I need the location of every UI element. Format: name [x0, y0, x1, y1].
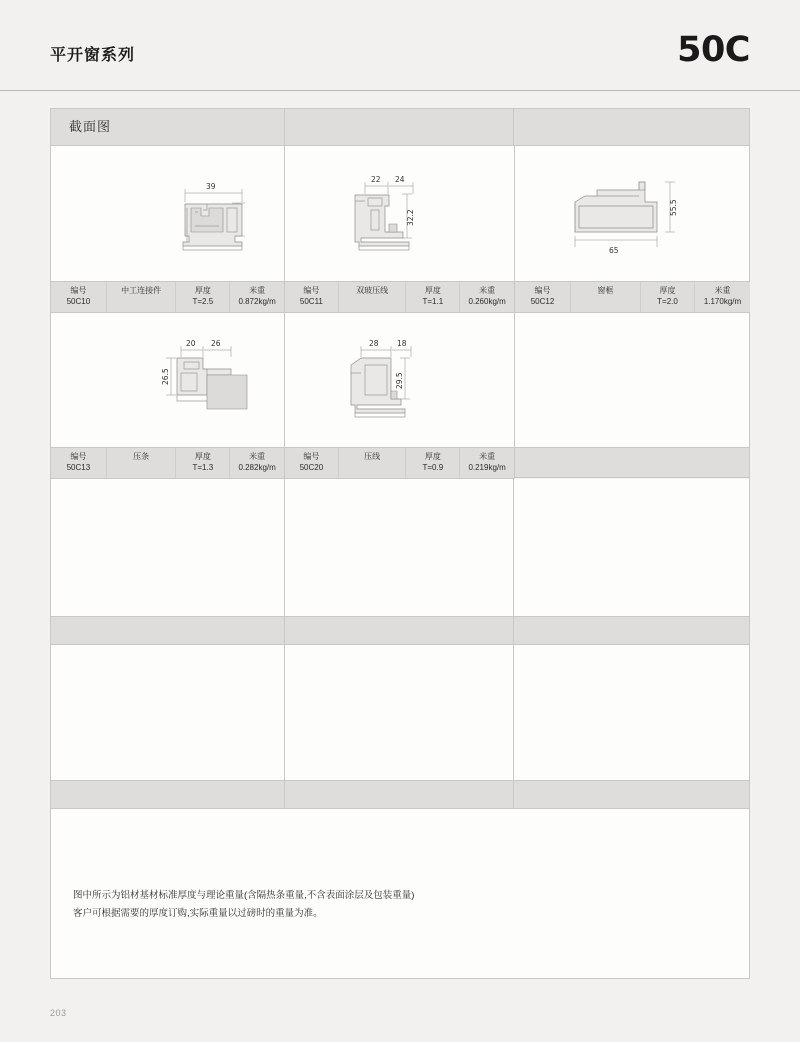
figure-cell-empty-4 [514, 479, 749, 617]
spec-thickness-50C12: 厚度 T=2.0 [641, 282, 695, 312]
profile-drawing-50C12 [515, 146, 749, 281]
note-line-1: 图中所示为铝材基材标准厚度与理论重量(含隔热条重量,不含表面涂层及包装重量) [73, 890, 415, 901]
spec-thickness-50C10: 厚度 T=2.5 [176, 282, 230, 312]
spec-name-50C11: 双玻压线 [339, 282, 407, 312]
spec-cell-empty-6 [285, 781, 515, 809]
spec-cell-50C13 [51, 448, 285, 479]
figure-row-1 [51, 146, 749, 282]
section-title-cell-3 [514, 109, 749, 146]
figure-cell-empty-3 [285, 479, 515, 617]
spec-weight-50C12: 米重 1.170kg/m [703, 286, 742, 306]
spec-row-2 [51, 448, 749, 479]
spec-cell-empty-7 [514, 781, 749, 809]
spec-name-50C20: 压线 [339, 448, 407, 478]
profile-table [50, 108, 750, 979]
spec-weight-50C20: 米重 0.219kg/m [468, 452, 506, 472]
spec-thickness-50C13: 厚度 T=1.3 [176, 448, 230, 478]
dim-label-29-5: 29.5 [395, 372, 404, 389]
spec-weight-50C13: 米重 0.282kg/m [238, 452, 276, 472]
figure-cell-50C10 [51, 146, 285, 282]
page-header [0, 30, 800, 90]
spec-name-50C13: 压条 [107, 448, 177, 478]
profile-drawing-50C11 [285, 146, 514, 281]
profile-drawing-50C20 [285, 313, 514, 447]
figure-cell-empty-5 [51, 645, 285, 781]
figure-cell-empty-2 [51, 479, 285, 617]
spec-cell-empty-3 [285, 617, 515, 645]
note-cell [51, 809, 749, 979]
spec-name-50C10: 中工连接件 [107, 282, 177, 312]
spec-row-3 [51, 617, 749, 645]
section-title-cell [51, 109, 285, 146]
note-row [51, 809, 749, 979]
dim-label-39: 39 [206, 182, 216, 191]
spec-weight-50C11: 米重 0.260kg/m [468, 286, 506, 306]
dim-label-24: 24 [395, 175, 405, 184]
spec-cell-50C12 [515, 282, 750, 313]
dim-label-18: 18 [397, 339, 407, 348]
page-number: 203 [50, 1008, 67, 1018]
figure-cell-50C13 [51, 313, 285, 448]
series-code: 50C [677, 30, 750, 70]
spec-weight-50C10: 米重 0.872kg/m [238, 286, 276, 306]
spec-row-4 [51, 781, 749, 809]
table-header-row [51, 109, 749, 146]
profile-drawing-50C10 [51, 146, 285, 281]
figure-row-4 [51, 645, 749, 781]
figure-cell-50C12 [515, 146, 749, 282]
figure-row-3 [51, 479, 749, 617]
spec-cell-empty-5 [51, 781, 285, 809]
spec-no-50C11: 编号 50C11 [285, 282, 339, 312]
spec-no-50C13: 编号 50C13 [51, 448, 107, 478]
spec-cell-50C11 [285, 282, 515, 313]
spec-no-50C10: 编号 50C10 [51, 282, 107, 312]
spec-cell-empty-4 [514, 617, 749, 645]
dim-label-20: 20 [186, 339, 196, 348]
note-line-2: 客户可根据需要的厚度订购,实际重量以过磅时的重量为准。 [73, 908, 323, 920]
spec-thickness-50C11: 厚度 T=1.1 [406, 282, 460, 312]
spec-no-50C12: 编号 50C12 [515, 282, 571, 312]
spec-no-50C20: 编号 50C20 [285, 448, 339, 478]
figure-cell-50C11 [285, 146, 515, 282]
page-title: 平开窗系列 [50, 47, 136, 64]
dim-label-26: 26 [211, 339, 221, 348]
dim-label-32-2: 32.2 [406, 209, 415, 226]
dim-label-26-5: 26.5 [161, 368, 170, 385]
section-title: 截面图 [69, 119, 112, 134]
spec-cell-empty-1 [515, 448, 749, 478]
spec-name-50C12: 窗框 [571, 282, 641, 312]
dim-label-22: 22 [371, 175, 381, 184]
section-title-cell-2 [285, 109, 515, 146]
figure-cell-empty-6 [285, 645, 515, 781]
spec-cell-50C10 [51, 282, 285, 313]
header-divider [0, 90, 800, 91]
figure-cell-empty-7 [514, 645, 749, 781]
figure-cell-50C20 [285, 313, 515, 448]
figure-row-2 [51, 313, 749, 448]
spec-cell-50C20 [285, 448, 515, 479]
dim-label-28: 28 [369, 339, 379, 348]
profile-drawing-50C13 [51, 313, 285, 447]
dim-label-55-5: 55.5 [669, 199, 678, 216]
spec-thickness-50C20: 厚度 T=0.9 [406, 448, 460, 478]
spec-cell-empty-2 [51, 617, 285, 645]
figure-cell-empty-1 [515, 313, 749, 448]
dim-label-65: 65 [609, 246, 619, 255]
spec-row-1 [51, 282, 749, 313]
